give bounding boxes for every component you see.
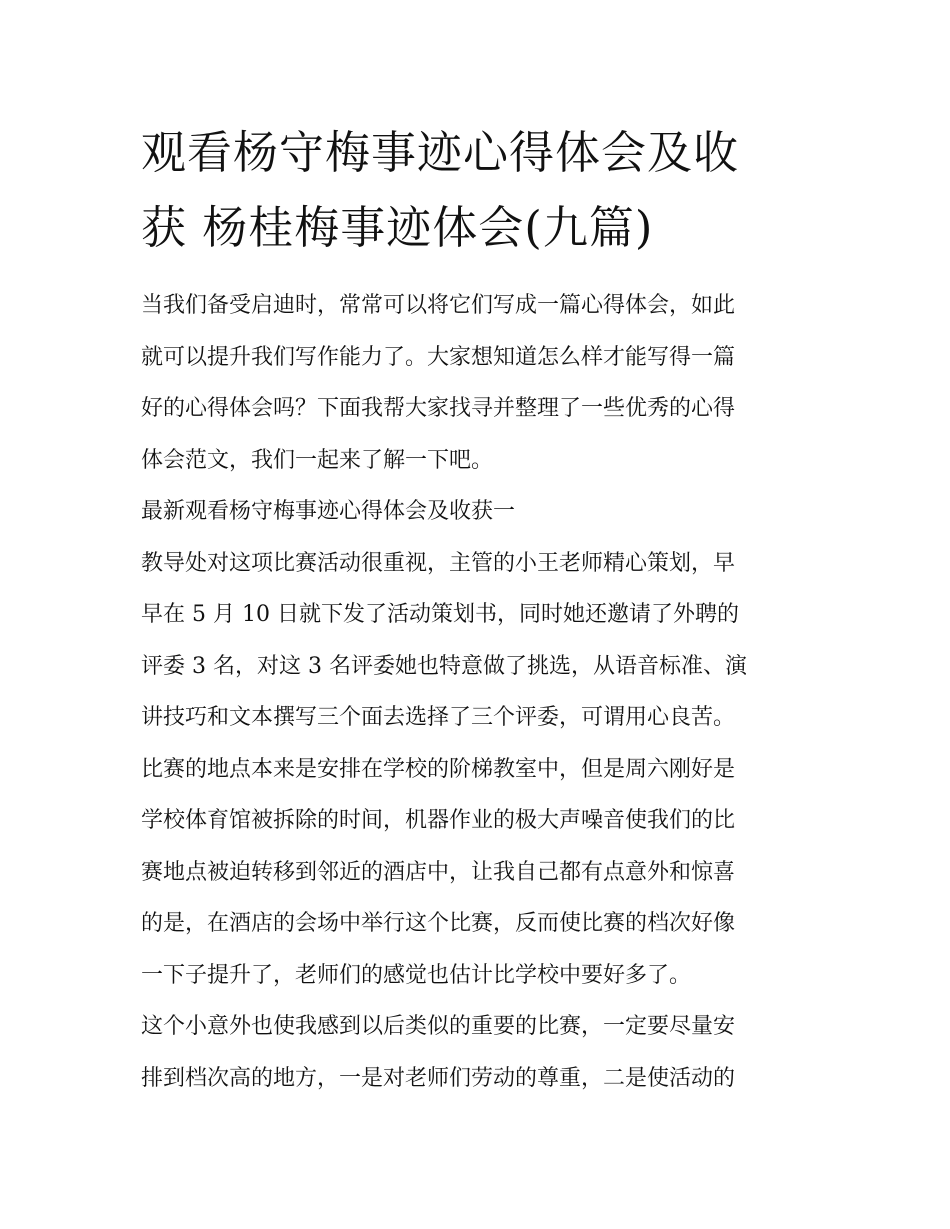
paragraph-line: 一下子提升了，老师们的感觉也估计比学校中要好多了。 xyxy=(141,962,692,988)
paragraph-line: 教导处对这项比赛活动很重视，主管的小王老师精心策划，早 xyxy=(141,550,736,576)
intro-paragraph-line: 当我们备受启迪时，常常可以将它们写成一篇心得体会，如此 xyxy=(141,293,736,318)
paragraph-line: 早在 5 月 10 日就下发了活动策划书，同时她还邀请了外聘的 xyxy=(141,602,739,627)
paragraph-line: 比赛的地点本来是安排在学校的阶梯教室中，但是周六刚好是 xyxy=(141,756,736,782)
document-body xyxy=(141,280,813,1104)
title-line: 获 杨桂梅事迹体会(九篇) xyxy=(141,201,654,254)
intro-paragraph-line: 好的心得体会吗？下面我帮大家找寻并整理了一些优秀的心得 xyxy=(141,396,736,421)
paragraph-line: 学校体育馆被拆除的时间，机器作业的极大声噪音使我们的比 xyxy=(141,808,736,833)
section-heading: 最新观看杨守梅事迹心得体会及收获一 xyxy=(141,499,516,524)
paragraph-line: 这个小意外也使我感到以后类似的重要的比赛，一定要尽量安 xyxy=(141,1014,736,1039)
document-title xyxy=(141,115,813,265)
intro-paragraph-line: 就可以提升我们写作能力了。大家想知道怎么样才能写得一篇 xyxy=(141,344,736,370)
paragraph-line: 排到档次高的地方，一是对老师们劳动的尊重，二是使活动的 xyxy=(141,1065,736,1091)
paragraph-line: 评委 3 名，对这 3 名评委她也特意做了挑选，从语音标准、演 xyxy=(141,653,747,679)
intro-paragraph-line: 体会范文，我们一起来了解一下吧。 xyxy=(141,447,494,473)
paragraph-line: 赛地点被迫转移到邻近的酒店中，让我自己都有点意外和惊喜 xyxy=(141,859,736,885)
title-line: 观看杨守梅事迹心得体会及收 xyxy=(141,126,740,179)
paragraph-line: 讲技巧和文本撰写三个面去选择了三个评委，可谓用心良苦。 xyxy=(141,705,736,730)
document-content xyxy=(141,115,813,1104)
paragraph-line: 的是，在酒店的会场中举行这个比赛，反而使比赛的档次好像 xyxy=(141,911,736,936)
